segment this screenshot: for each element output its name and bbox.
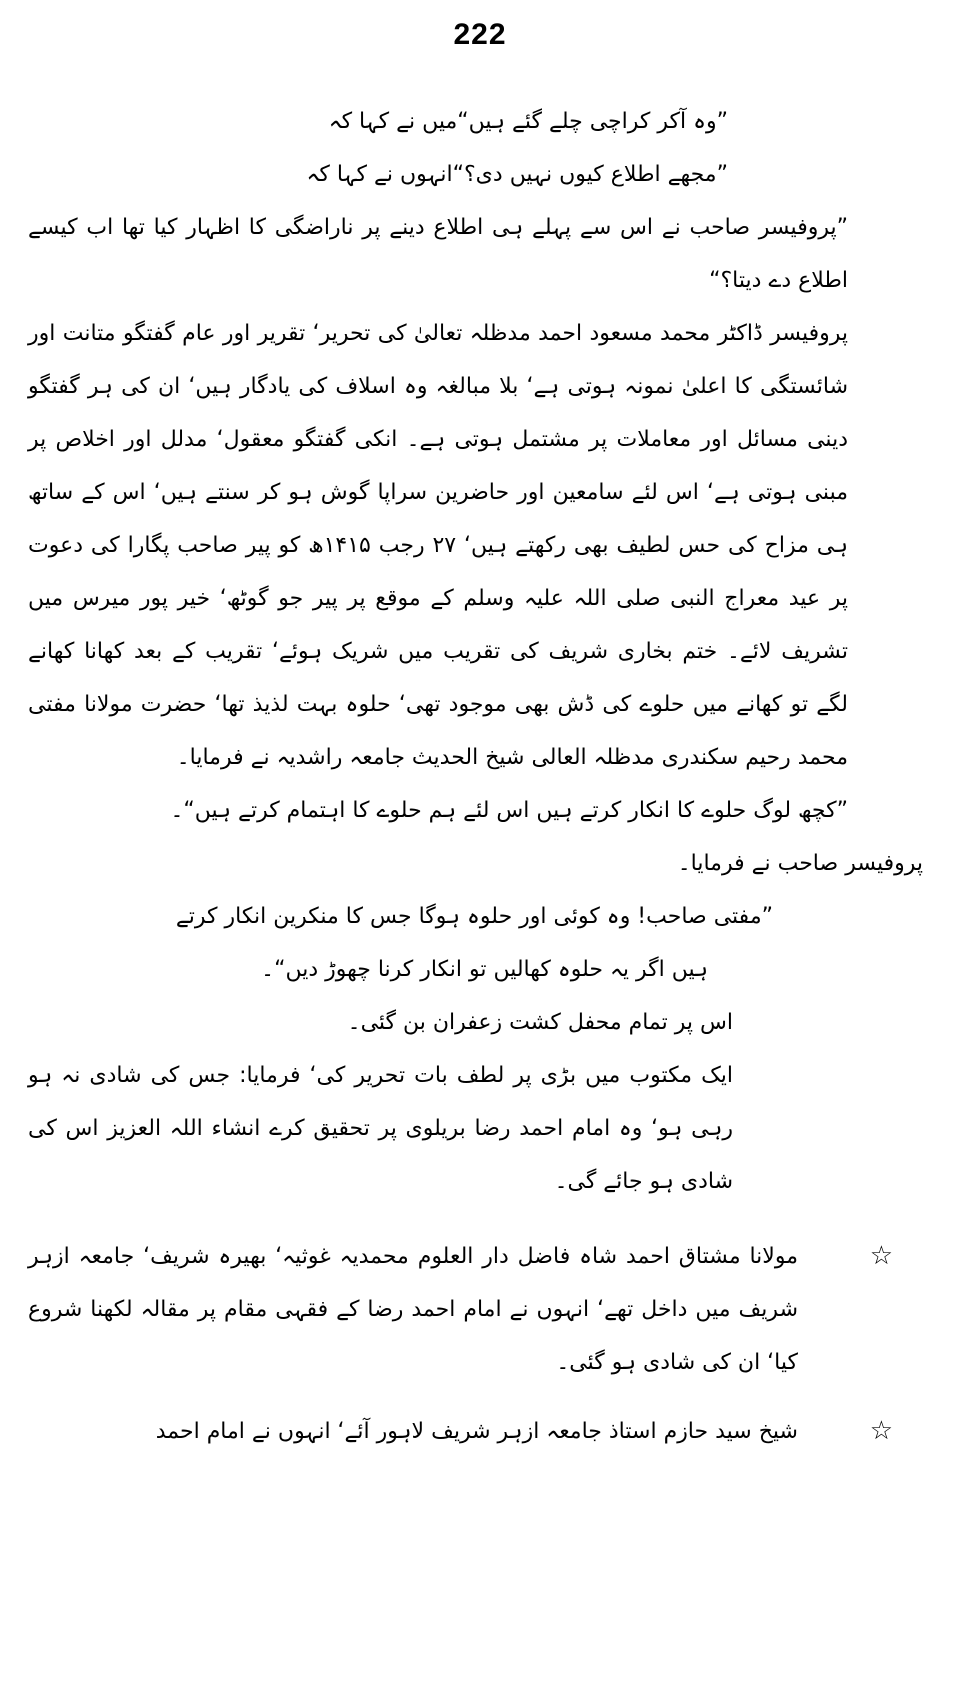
- dialogue-line-3: ”پروفیسر صاحب نے اس سے پہلے ہی اطلاع دینے پر ناراضگی کا اظہار کیا تھا اب کیسے اطلاع دے دیتا؟“: [28, 215, 848, 293]
- bullet-list: [28, 1230, 923, 1458]
- bullet-item-text: شیخ سید حازم استاذ جامعہ ازہر شریف لاہور آئے‘ انہوں نے امام احمد: [155, 1419, 798, 1444]
- quote-halwa-2-line-3: اس پر تمام محفل کشت زعفران بن گئی۔: [347, 1010, 733, 1035]
- bullet-item-text: مولانا مشتاق احمد شاہ فاضل دار العلوم محمدیہ غوثیہ‘ بھیرہ شریف‘ جامعہ ازہر شریف میں داخل تھے‘ انہوں نے امام احمد رضا کے فقہی مقام پر مقالہ لکھنا شروع کیا‘ ان کی شادی ہو گئی۔: [28, 1244, 798, 1375]
- quote-halwa-2-line-1: ”مفتی صاحب! وہ کوئی اور حلوہ ہوگا جس کا منکرین انکار کرتے: [175, 904, 773, 929]
- page-body: [28, 95, 923, 1474]
- star-icon: ☆: [869, 1416, 893, 1446]
- page-number: 222: [453, 18, 507, 51]
- quote-halwa-1-attribution: پروفیسر صاحب نے فرمایا۔: [677, 851, 923, 876]
- star-icon: ☆: [869, 1241, 893, 1271]
- paragraph-letter: ایک مکتوب میں بڑی پر لطف بات تحریر کی‘ فرمایا: جس کی شادی نہ ہو رہی ہو‘ وہ امام احمد رضا بریلوی پر تحقیق کرے انشاء اللہ العزیز اس کی شادی ہو جائے گی۔: [28, 1063, 733, 1194]
- dialogue-line-2: ”مجھے اطلاع کیوں نہیں دی؟“انہوں نے کہا کہ: [306, 162, 728, 187]
- dialogue-line-1: ”وہ آکر کراچی چلے گئے ہیں“میں نے کہا کہ: [328, 109, 728, 134]
- quote-halwa-1: ”کچھ لوگ حلوے کا انکار کرتے ہیں اس لئے ہم حلوے کا اہتمام کرتے ہیں“۔: [170, 798, 848, 823]
- bullet-item: [28, 1230, 923, 1389]
- paragraph-professor-description: پروفیسر ڈاکٹر محمد مسعود احمد مدظلہ تعالیٰ کی تحریر‘ تقریر اور عام گفتگو متانت اور شائستگی کا اعلیٰ نمونہ ہوتی ہے‘ بلا مبالغہ وہ اسلاف کی یادگار ہیں‘ ان کی ہر گفتگو دینی مسائل اور معاملات پر مشتمل ہوتی ہے۔ انکی گفتگو معقول‘ مدلل اور اخلاص پر مبنی ہوتی ہے‘ اس لئے سامعین اور حاضرین سراپا گوش ہو کر سنتے ہیں‘ اس کے ساتھ ہی مزاح کی حس لطیف بھی رکھتے ہیں‘ ۲۷ رجب ۱۴۱۵ھ کو پیر صاحب پگارا کی دعوت پر عید معراج النبی صلی اللہ علیہ وسلم کے موقع پر پیر جو گوٹھ‘ خیر پور میرس میں تشریف لائے۔ ختم بخاری شریف کی تقریب میں شریک ہوئے‘ تقریب کے بعد کھانا کھانے لگے تو کھانے میں حلوے کی ڈش بھی موجود تھی‘ حلوہ بہت لذیذ تھا‘ حضرت مولانا مفتی محمد رحیم سکندری مدظلہ العالی شیخ الحدیث جامعہ راشدیہ نے فرمایا۔: [28, 321, 849, 770]
- bullet-item: [28, 1405, 923, 1458]
- quote-halwa-2-line-2: ہیں اگر یہ حلوہ کھالیں تو انکار کرنا چھوڑ دیں“۔: [261, 957, 708, 982]
